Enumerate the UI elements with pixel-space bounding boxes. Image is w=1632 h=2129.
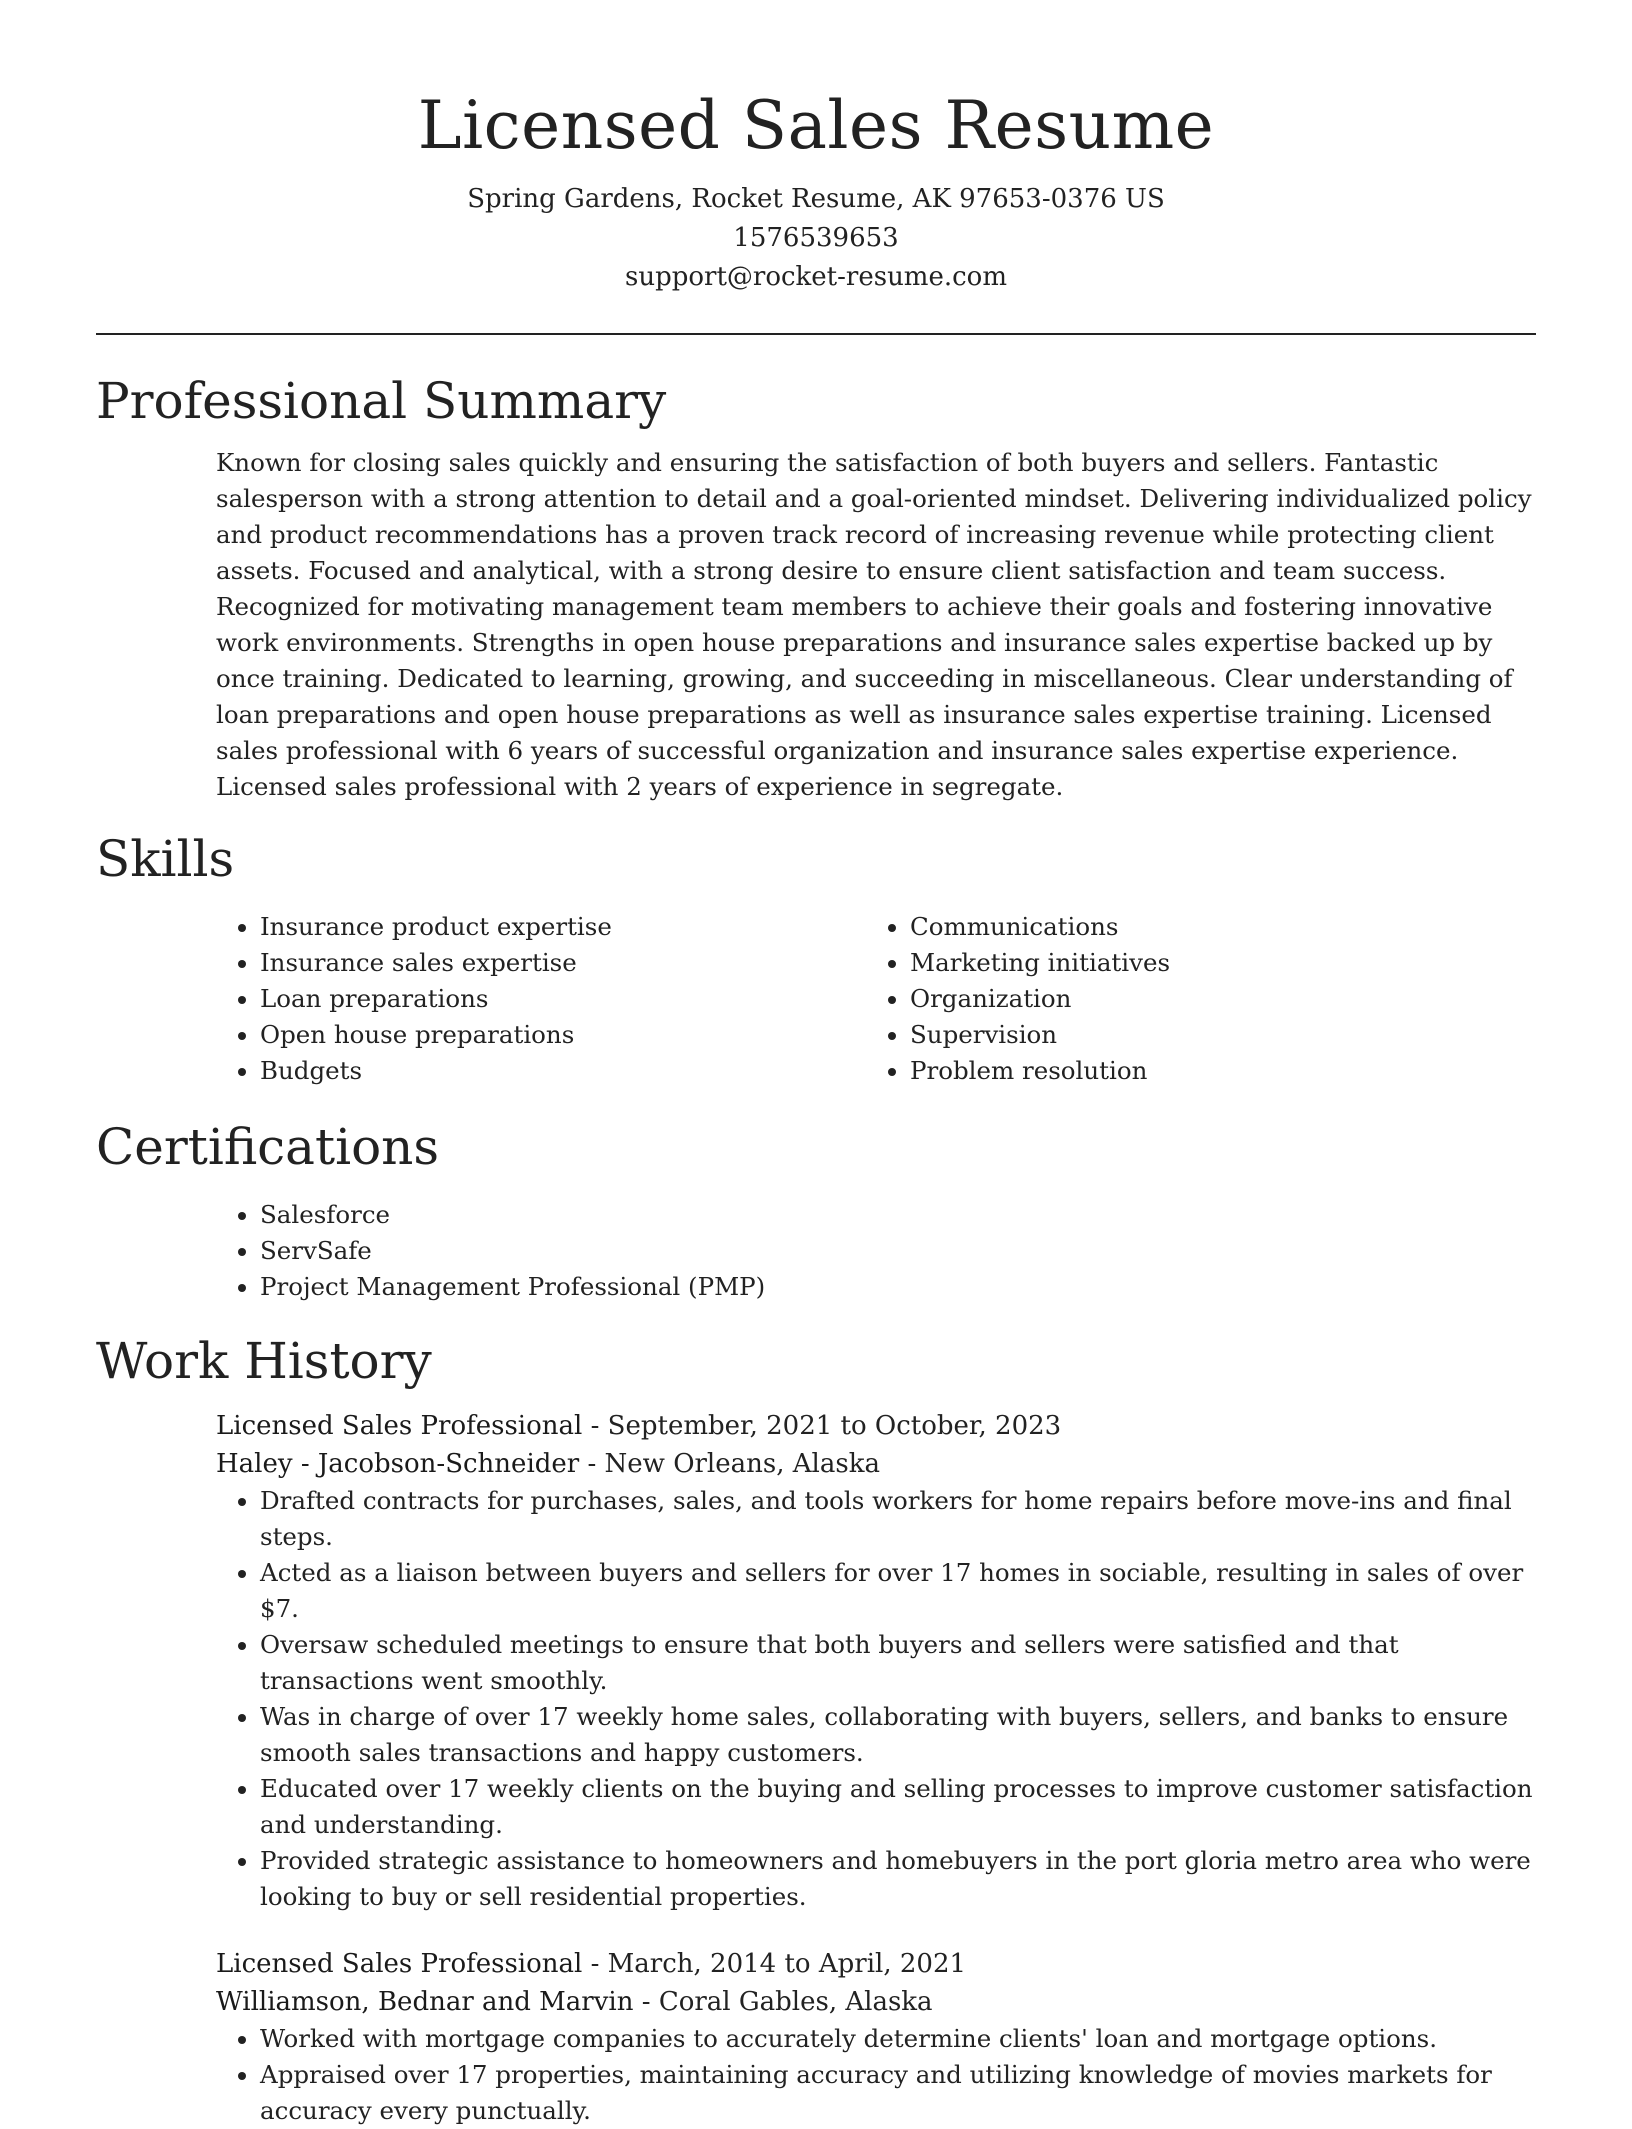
- job-company-line: [216, 1983, 1536, 2021]
- contact-address: Spring Gardens, Rocket Resume, AK 97653-0376 US: [467, 184, 1165, 214]
- job-location: - Coral Gables, Alaska: [633, 1987, 933, 2017]
- job-location: - New Orleans, Alaska: [579, 1449, 880, 1479]
- skill-item: • Organization: [910, 981, 1516, 1017]
- job-dates: - September, 2021 to October, 2023: [582, 1411, 1062, 1441]
- section-title-certifications: Certifications: [96, 1118, 440, 1176]
- resume-title: Licensed Sales Resume: [417, 87, 1215, 164]
- job-role: Licensed Sales Professional: [216, 1411, 583, 1441]
- job-bullet: • Acted as a liaison between buyers and sellers for over 17 homes in sociable, resulting in sales of over $7.: [260, 1555, 1536, 1627]
- certification-item: • Project Management Professional (PMP): [260, 1269, 1536, 1305]
- job-bullets: [216, 2021, 1536, 2129]
- certification-item: • Salesforce: [260, 1197, 1536, 1233]
- skill-item: • Marketing initiatives: [910, 945, 1516, 981]
- job-company-line: [216, 1445, 1536, 1483]
- skill-item: • Communications: [910, 909, 1516, 945]
- certifications-list: [216, 1197, 1536, 1305]
- resume-page: [96, 0, 1536, 2129]
- job-role: Licensed Sales Professional: [216, 1949, 583, 1979]
- contact-block: [96, 180, 1536, 297]
- job-bullets: [216, 1483, 1536, 1915]
- skill-item: • Loan preparations: [260, 981, 866, 1017]
- skill-item: • Insurance product expertise: [260, 909, 866, 945]
- job-title-line: [216, 1407, 1536, 1445]
- summary-text: Known for closing sales quickly and ensuring the satisfaction of both buyers and sellers. Fantastic salesperson with a strong attention to detail and a goal-oriented mindset. Delivering individualized policy and product recommendations has a proven track record of increasing revenue while protecting client assets. Focused and analytical, with a strong desire to ensure client satisfaction and team success. Recognized for motivating management team members to achieve their goals and fostering innovative work environments. Strengths in open house preparations and insurance sales expertise backed up by once training. Dedicated to learning, growing, and succeeding in miscellaneous. Clear understanding of loan preparations and open house preparations as well as insurance sales expertise training. Licensed sales professional with 6 years of successful organization and insurance sales expertise experience. Licensed sales professional with 2 years of experience in segregate.: [216, 448, 1532, 801]
- contact-phone: 1576539653: [733, 223, 899, 253]
- job-bullet: • Worked with mortgage companies to accurately determine clients' loan and mortgage options.: [260, 2021, 1536, 2057]
- section-title-skills: Skills: [96, 830, 235, 888]
- job-bullet: • Drafted contracts for purchases, sales, and tools workers for home repairs before move-ins and final steps.: [260, 1483, 1536, 1555]
- contact-email: support@rocket-resume.com: [624, 262, 1007, 292]
- skill-item: • Budgets: [260, 1053, 866, 1089]
- section-title-work-history: Work History: [96, 1332, 432, 1390]
- section-title-summary: Professional Summary: [96, 372, 667, 430]
- resume-header: [96, 0, 1536, 297]
- job-bullet: • Was in charge of over 17 weekly home sales, collaborating with buyers, sellers, and banks to ensure smooth sales transactions and happy customers.: [260, 1699, 1536, 1771]
- certifications-block: [216, 1197, 1536, 1305]
- job-company: Williamson, Bednar and Marvin: [216, 1987, 634, 2017]
- skill-item: • Insurance sales expertise: [260, 945, 866, 981]
- certification-item: • ServSafe: [260, 1233, 1536, 1269]
- job-entry: [216, 1945, 1536, 2129]
- job-entry: [216, 1407, 1536, 1915]
- job-bullet: • Educated over 17 weekly clients on the buying and selling processes to improve customer satisfaction and understanding.: [260, 1771, 1536, 1843]
- skills-column-left: [216, 909, 866, 1089]
- skill-item: • Supervision: [910, 1017, 1516, 1053]
- job-bullet: • Provided strategic assistance to homeowners and homebuyers in the port gloria metro area who were looking to buy or sell residential properties.: [260, 1843, 1536, 1915]
- skill-item: • Problem resolution: [910, 1053, 1516, 1089]
- skills-column-right: [866, 909, 1516, 1089]
- job-dates: - March, 2014 to April, 2021: [582, 1949, 967, 1979]
- skills-grid: [216, 909, 1536, 1089]
- skill-item: • Open house preparations: [260, 1017, 866, 1053]
- job-company: Haley - Jacobson-Schneider: [216, 1449, 580, 1479]
- header-divider: [96, 333, 1536, 335]
- skills-list-right: [866, 909, 1516, 1089]
- skills-list-left: [216, 909, 866, 1089]
- job-title-line: [216, 1945, 1536, 1983]
- job-bullet: • Appraised over 17 properties, maintaining accuracy and utilizing knowledge of movies markets for accuracy every punctually.: [260, 2057, 1536, 2129]
- job-bullet: • Oversaw scheduled meetings to ensure that both buyers and sellers were satisfied and that transactions went smoothly.: [260, 1627, 1536, 1699]
